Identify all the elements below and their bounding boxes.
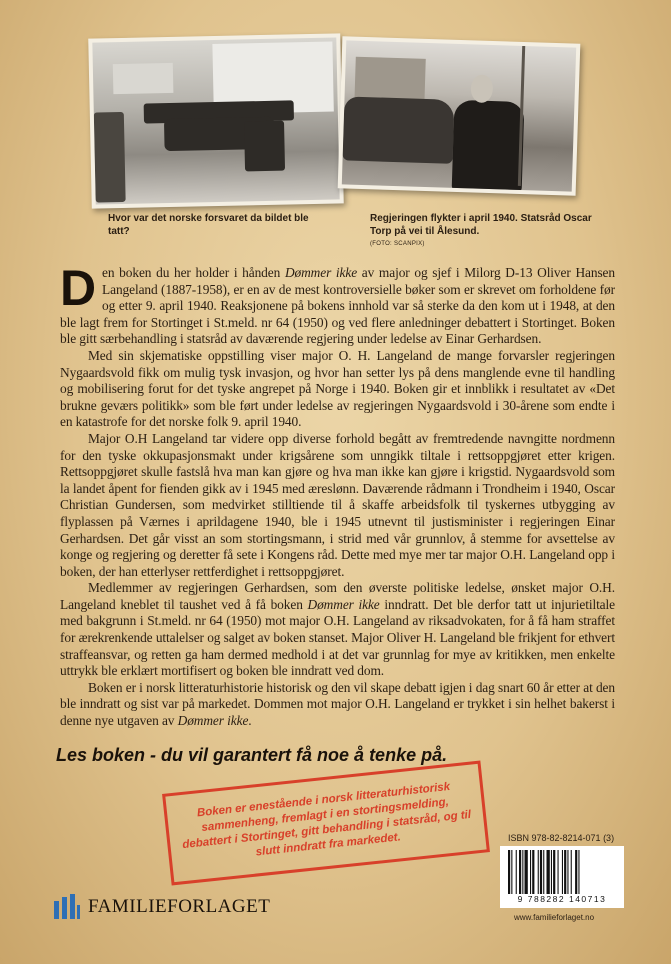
p4-text-a: Medlemmer av regjeringen Gerhardsen, som den øverste politiske ledelse, ønsket major O.H. Langeland kneblet til taushet ved å få boken: [60, 580, 615, 612]
barcode-bar: [532, 850, 534, 894]
photo2-credit: (FOTO: SCANPIX): [370, 241, 425, 247]
barcode-bar: [564, 850, 566, 894]
stamp-text: Boken er enestående i norsk litteraturhistorisk sammenheng, fremlagt i en stortingsmelding, debattert i Stortinget, gitt behandling i statsråd, og til slutt inndratt fra markedet.: [181, 780, 472, 859]
drop-cap: D: [60, 260, 97, 316]
blurb-paragraph-4: [60, 580, 615, 680]
photo2-caption: Regjeringen flykter i april 1940. Statsråd Oscar Torp på vei til Ålesund.: [370, 213, 592, 237]
publisher-logo-block: [52, 893, 270, 921]
barcode-bar: [519, 850, 521, 894]
photo1-caption: Hvor var det norske forsvaret da bildet ble tatt?: [108, 213, 309, 237]
p4-text-b: inndratt. Det ble derfor tatt ut injurietiltale med bakgrunn i St.meld. nr 64 (1950) mot major O.H. Langeland av riksadvokaten, for å få ham straffet for ærekrenkende uttalelser og salget av boken stanset. Major Oliver H. Langeland ble frikjent for ethvert straffeansvar, og retten ga ham dermed medhold i at det var grunnlag for mye av kritikken, men enkelte uttrykk ble erklært mortifisert og boken ble inndratt ved dom.: [60, 596, 615, 679]
barcode-bar: [530, 850, 531, 894]
p1-text-b: av major og sjef i Milorg D-13 Oliver Hansen Langeland (1887-1958), er en av de mest kontroversielle bøker som er skrevet om forholdene før og etter 9. april 1940. Reaksjonene på bokens innhold var så sterke da den kom ut i 1948, at den ble lagt frem for Stortinget i St.meld. nr 64 (1950) og ved flere anledninger debattert i Stortinget. Boken ble gitt særbehandling i statsråd av daværende regjering under ledelse av Einar Gerhardsen.: [60, 265, 615, 347]
barcode-bar: [562, 850, 563, 894]
barcode-bar: [547, 850, 550, 894]
blurb-paragraph-3: Major O.H Langeland tar videre opp diverse forhold begått av fremtredende navngitte nordmenn for den tyske okkupasjonsmakt under krigsårene som unngikk tiltale i rettsoppgjøret etter krigen. Rettsoppgjøret skulle fastslå hva man kan gjøre og hva man ikke kan gjøre i krigstid. Nygaardsvold som la landet åpent for fienden gikk av i 1945 med æreslønn. Daværende rådmann i Trondheim i 1940, Oscar Christian Gundersen, som medvirket stilltiende til å skaffe arbeidsfolk til tyskernes utbygging av flyplassen på Værnes i aprildagene 1940, ble i 1945 utnevnt til justisminister i regjeringen Einar Gerhardsen. Det går visst an som stortingsmann, i strid med vår grunnlov, å stemme for avsettelse av konge og regjering og deretter få sete i Kongens råd. Dette med mye mer tar major O.H. Langeland opp i boken, der han etterlyser rettferdighet i rettsoppgjøret.: [60, 430, 615, 579]
barcode-bar: [553, 850, 555, 894]
barcode-bar: [543, 850, 544, 894]
blurb-paragraph-5: [60, 680, 615, 730]
book-title-italic: Dømmer ikke: [284, 265, 358, 280]
barcode-bar: [516, 850, 517, 894]
barcode-bar: [540, 850, 542, 894]
blurb-text: [60, 260, 615, 730]
book-title-italic: Dømmer ikke: [177, 713, 249, 729]
publisher-website: www.familieforlaget.no: [514, 913, 595, 922]
barcode-bar: [538, 850, 539, 894]
photo-soldiers-image: [92, 37, 339, 204]
familieforlaget-logo-icon: [52, 893, 82, 921]
barcode-bar: [525, 850, 528, 894]
p5-text-b: .: [248, 713, 252, 729]
barcode-bar: [522, 850, 523, 894]
publisher-name: FAMILIEFORLAGET: [88, 896, 271, 917]
barcode-digits: 9 788282 140713: [517, 894, 607, 904]
blurb-paragraph-2: Med sin skjematiske oppstilling viser major O. H. Langeland de mange forvarsler regjeringen Nygaardsvold fikk om mulig tysk invasjon, og hvor han setter lys på dens manglende evne til handling og mobilisering forut for det tyske angrepet på Norge i 1940. Boken gir et innblikk i resultatet av «Det brukne geværs politikk» som ble ført under ledelse av regjeringen Nygaardsvold i 30-årene som endte i en katastrofe for det norske folk 9. april 1940.: [60, 347, 615, 430]
barcode-bars: [506, 850, 618, 894]
barcode-bar: [578, 850, 579, 894]
photo-minister-torp: [338, 36, 581, 195]
isbn-label: ISBN 978-82-8214-071 (3): [508, 833, 615, 843]
barcode-bar: [551, 850, 552, 894]
p1-text-a: en boken du her holder i hånden: [102, 265, 285, 280]
barcode-bar: [558, 850, 559, 894]
photo-minister-image: [342, 40, 576, 191]
photo-soldiers-marching: [88, 33, 344, 208]
barcode-bar: [571, 850, 572, 894]
barcode-bar: [508, 850, 510, 894]
p5-text-a: Boken er i norsk litteraturhistorie historisk og den vil skape debatt igjen i dag snart 60 år etter at den ble inndratt og sist var på markedet. Dommen mot major O.H. Langeland er trykket i sin helhet bakerst i denne nye utgaven av: [60, 679, 615, 729]
blurb-paragraph-1: [60, 260, 615, 348]
tagline: Les boken - du vil garantert få noe å tenke på.: [56, 745, 448, 765]
book-title-italic: Dømmer ikke: [307, 596, 380, 612]
barcode-bar: [567, 850, 568, 894]
barcode: [500, 846, 624, 908]
barcode-bar: [575, 850, 577, 894]
red-stamp-box: [162, 761, 490, 886]
barcode-bar: [511, 850, 512, 894]
